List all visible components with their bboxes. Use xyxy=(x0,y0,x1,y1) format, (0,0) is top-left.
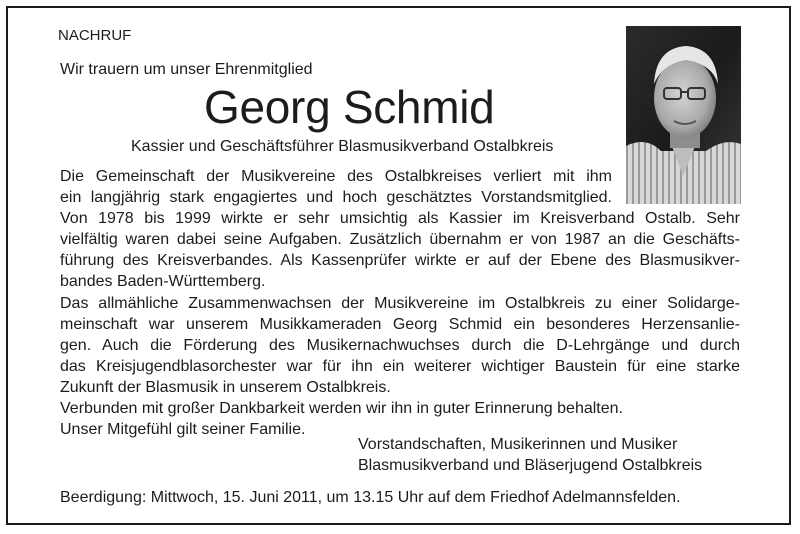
deceased-name: Georg Schmid xyxy=(204,81,495,133)
signature-line: Vorstandschaften, Musikerinnen und Musiker xyxy=(358,436,678,453)
body-line: gen. Auch die Förderung des Musikernachwuchses durch die D-Lehrgänge und durch xyxy=(60,337,740,354)
intro-text: Wir trauern um unser Ehrenmitglied xyxy=(60,61,313,78)
body-line: Unser Mitgefühl gilt seiner Familie. xyxy=(60,421,306,438)
body-line: das Kreisjugendblasorchester war für ihn ein weiterer wichtiger Baustein für eine starke xyxy=(60,358,740,375)
body-line: führung des Kreisverbandes. Als Kassenprüfer wirkte er auf der Ebene des Blasmusikver- xyxy=(60,252,740,269)
funeral-info: Beerdigung: Mittwoch, 15. Juni 2011, um 13.15 Uhr auf dem Friedhof Adelmannsfelden. xyxy=(60,489,681,506)
body-line: Zukunft der Blasmusik in unserem Ostalbkreis. xyxy=(60,379,391,396)
portrait-photo xyxy=(626,26,741,204)
role-subtitle: Kassier und Geschäftsführer Blasmusikverband Ostalbkreis xyxy=(131,138,554,155)
body-line: Von 1978 bis 1999 wirkte er sehr umsichtig als Kassier im Kreisverband Ostalb. Sehr xyxy=(60,210,740,227)
body-line: bandes Baden-Württemberg. xyxy=(60,273,266,290)
notice-label: NACHRUF xyxy=(58,27,132,44)
body-line: meinschaft war unserem Musikkameraden Georg Schmid ein besonderes Herzensanlie- xyxy=(60,316,740,333)
body-line: Verbunden mit großer Dankbarkeit werden wir ihn in guter Erinnerung behalten. xyxy=(60,400,623,417)
body-line: ein langjährig stark engagiertes und hoch geschätztes Vorstandsmitglied. xyxy=(60,189,612,206)
body-line: vielfältig waren dabei seine Aufgaben. Zusätzlich übernahm er von 1987 an die Geschäfts- xyxy=(60,231,740,248)
body-line: Das allmähliche Zusammenwachsen der Musikvereine im Ostalbkreis zu einer Solidarge- xyxy=(60,295,740,312)
signature-line: Blasmusikverband und Bläserjugend Ostalbkreis xyxy=(358,457,703,474)
body-line: Die Gemeinschaft der Musikvereine des Ostalbkreises verliert mit ihm xyxy=(60,168,612,185)
